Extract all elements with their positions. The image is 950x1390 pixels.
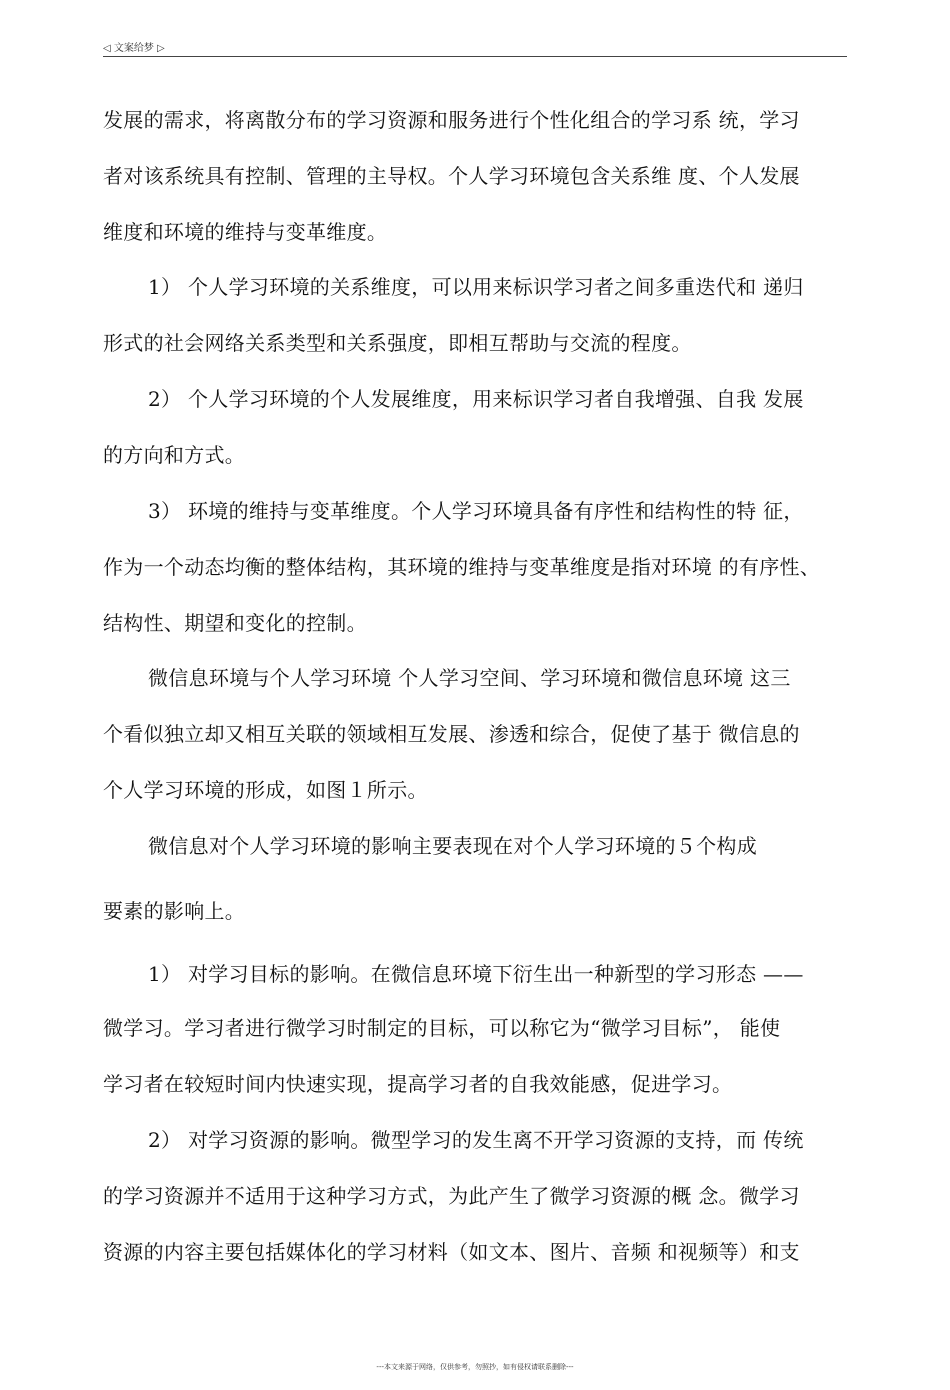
text-line: 2） 对学习资源的影响。微型学习的发生离不开学习资源的支持，而 传统: [148, 1128, 804, 1152]
text-line: 者对该系统具有控制、管理的主导权。个人学习环境包含关系维 度、个人发展: [103, 164, 800, 188]
text-line: 微信息环境与个人学习环境 个人学习空间、学习环境和微信息环境 这三: [148, 666, 791, 690]
text-line: 微信息对个人学习环境的影响主要表现在对个人学习环境的５个构成: [148, 834, 757, 858]
text-line: 作为一个动态均衡的整体结构，其环境的维持与变革维度是指对环境 的有序性、: [103, 555, 821, 579]
text-line: 学习者在较短时间内快速实现，提高学习者的自我效能感，促进学习。: [103, 1072, 733, 1096]
page-header: [103, 36, 847, 57]
header-logo-text: ◁ 文案给梦 ▷: [103, 43, 165, 54]
text-line: 结构性、期望和变化的控制。: [103, 611, 367, 635]
text-line: 个人学习环境的形成，如图１所示。: [103, 778, 428, 802]
text-line: 1） 个人学习环境的关系维度，可以用来标识学习者之间多重迭代和 递归: [148, 275, 804, 299]
text-line: 个看似独立却又相互关联的领域相互发展、渗透和综合，促使了基于 微信息的: [103, 722, 800, 746]
text-line: 形式的社会网络关系类型和关系强度，即相互帮助与交流的程度。: [103, 331, 692, 355]
text-line: 资源的内容主要包括媒体化的学习材料（如文本、图片、音频 和视频等）和支: [103, 1240, 800, 1264]
text-line: 1） 对学习目标的影响。在微信息环境下衍生出一种新型的学习形态 ——: [148, 962, 804, 986]
text-line: 微学习。学习者进行微学习时制定的目标，可以称它为“微学习目标”， 能使: [103, 1016, 781, 1040]
text-line: 3） 环境的维持与变革维度。个人学习环境具备有序性和结构性的特 征，: [148, 499, 804, 523]
page-footer: ---本文来源于网络，仅供参考，勿照抄，如有侵权请联系删除---: [376, 1363, 574, 1371]
text-line: 要素的影响上。: [103, 899, 246, 923]
text-line: 发展的需求，将离散分布的学习资源和服务进行个性化组合的学习系 统，学习: [103, 108, 800, 132]
text-line: 的方向和方式。: [103, 443, 246, 467]
text-line: 维度和环境的维持与变革维度。: [103, 220, 388, 244]
text-line: 2） 个人学习环境的个人发展维度，用来标识学习者自我增强、自我 发展: [148, 387, 804, 411]
text-line: 的学习资源并不适用于这种学习方式，为此产生了微学习资源的概 念。微学习: [103, 1184, 800, 1208]
